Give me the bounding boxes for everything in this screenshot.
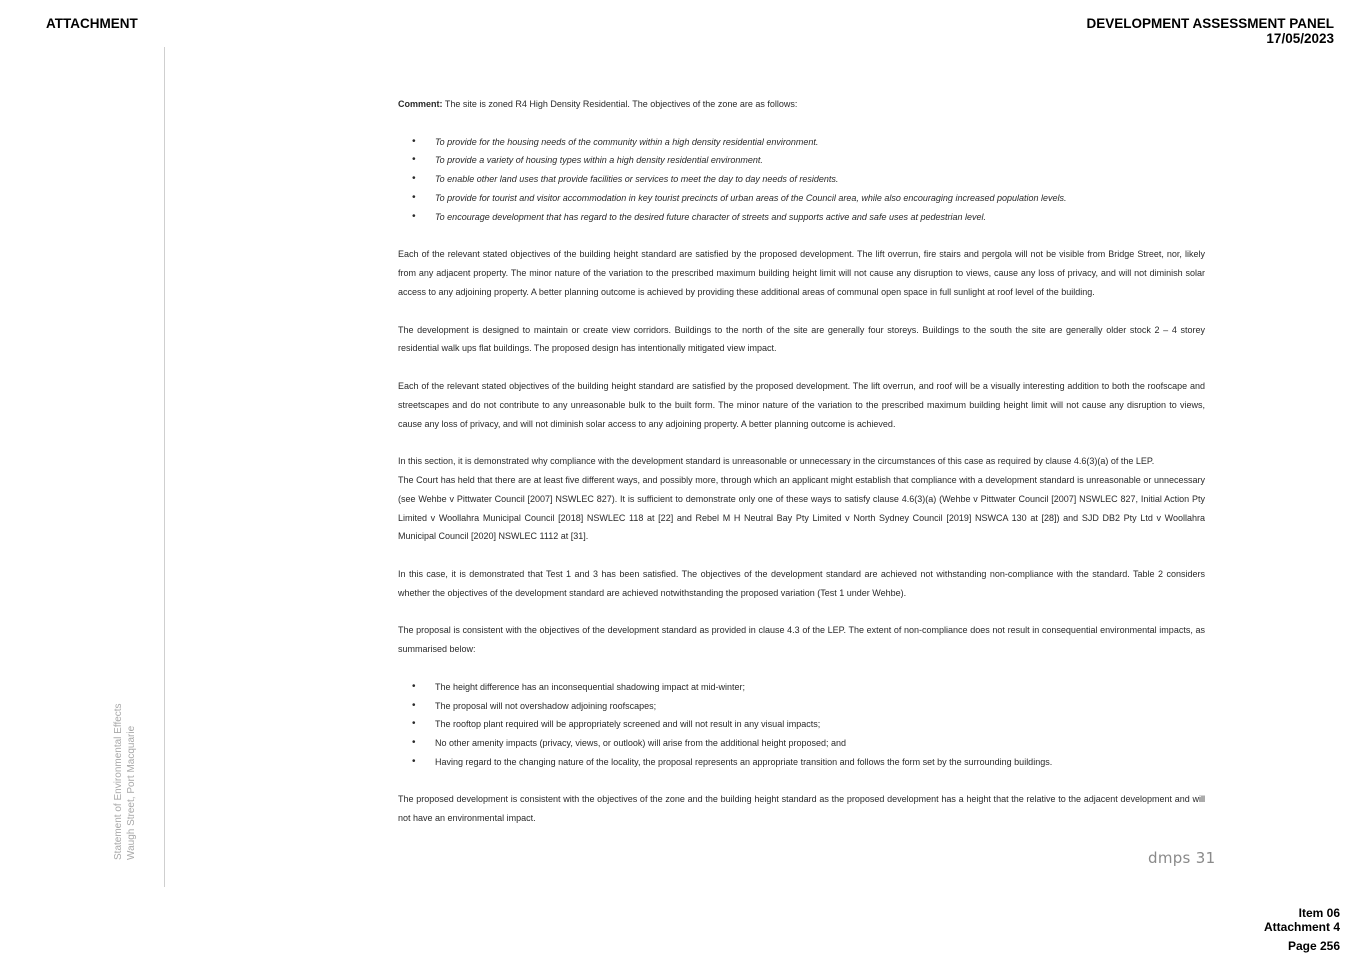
list-item: • To provide for the housing needs of the community within a high density residential environment. (398, 133, 1205, 152)
footer-item: Item 06 (1298, 906, 1340, 920)
list-item: • To enable other land uses that provide facilities or services to meet the day to day needs of residents. (398, 170, 1205, 189)
header-attachment-label: ATTACHMENT (46, 16, 138, 31)
footer-block (1264, 907, 1340, 954)
list-item: • The rooftop plant required will be appropriately screened and will not result in any visual impacts; (398, 715, 1205, 734)
impacts-list (398, 678, 1205, 772)
list-item: • To provide a variety of housing types within a high density residential environment. (398, 151, 1205, 170)
header-panel-title: DEVELOPMENT ASSESSMENT PANEL (1086, 16, 1334, 31)
footer-page-number: Page 256 (1287, 939, 1340, 953)
sidebar-title-line: Statement of Environmental Effects (113, 703, 124, 860)
zone-objectives-list (398, 133, 1205, 227)
paragraph-court-cases: The Court has held that there are at least five different ways, and possibly more, through which an applicant might establish that compliance with a development standard is unreasonable or unnecessary (see Wehbe v Pittwater Council [2007] NSWLEC 827). It is sufficient to demonstrate only one of these ways to satisfy clause 4.6(3)(a) (Wehbe v Pittwater Council [2007] NSWLEC 827, Initial Action Pty Limited v Woollahra Municipal Council [2018] NSWLEC 118 at [22] and Rebel M H Neutral Bay Pty Limited v North Sydney Council [2019] NSWCA 130 at [28]) and SJD DB2 Pty Ltd v Woollahra Municipal Council [2020] NSWLEC 1112 at [31]. (398, 474, 1205, 542)
document-body (398, 95, 1205, 847)
paragraph-view-corridors: The development is designed to maintain or create view corridors. Buildings to the north of the site are generally four storeys. Buildings to the south the site are generally older stock 2 – 4 storey residential walk ups flat buildings. The proposed design has intentionally mitigated view impact. (398, 324, 1205, 354)
sidebar-document-title (112, 660, 138, 860)
list-item: • The proposal will not overshadow adjoining roofscapes; (398, 697, 1205, 716)
list-item: • To provide for tourist and visitor accommodation in key tourist precincts of urban areas of the Council area, while also encouraging increased population levels. (398, 189, 1205, 208)
list-item: • To encourage development that has regard to the desired future character of streets and supports active and safe uses at pedestrian level. (398, 208, 1205, 227)
paragraph-height-objectives: Each of the relevant stated objectives of the building height standard are satisfied by the proposed development. The lift overrun, fire stairs and pergola will not be visible from Bridge Street, nor, likely from any adjacent property. The minor nature of the variation to the prescribed maximum building height limit will not cause any disruption to views, cause any loss of privacy, and will not diminish solar access to any adjoining property. A better planning outcome is achieved by providing these additional areas of communal open space in full sunlight at roof level of the building. (398, 249, 1205, 297)
dmps-logo-page-number: dmps 31 (1148, 849, 1216, 867)
header-panel-date: 17/05/2023 (1266, 31, 1334, 46)
paragraph-roofscape: Each of the relevant stated objectives of the building height standard are satisfied by the proposed development. The lift overrun, and roof will be a visually interesting addition to both the roofscape and streetscapes and do not contribute to any unreasonable bulk to the built form. The minor nature of the variation to the prescribed maximum building height limit will not cause any disruption to views, cause any loss of privacy, and will not diminish solar access to any adjoining property. A better planning outcome is achieved. (398, 380, 1205, 429)
header-panel-block (1086, 16, 1334, 46)
comment-text: The site is zoned R4 High Density Residential. The objectives of the zone are as follows: (442, 99, 798, 109)
comment-label: Comment: (398, 99, 443, 109)
sidebar-address-line: Waugh Street, Port Macquarie (126, 725, 137, 860)
comment-paragraph (398, 95, 1205, 114)
paragraph-test-satisfied: In this case, it is demonstrated that Test 1 and 3 has been satisfied. The objectives of the development standard are achieved not withstanding non-compliance with the standard. Table 2 considers whether the objectives of the development standard are achieved notwithstanding the proposed variation (Test 1 under Wehbe). (398, 568, 1205, 598)
paragraph-consistency: The proposal is consistent with the objectives of the development standard as provided in clause 4.3 of the LEP. The extent of non-compliance does not result in consequential environmental impacts, as summarised below: (398, 625, 1205, 655)
list-item: • No other amenity impacts (privacy, views, or outlook) will arise from the additional height proposed; and (398, 734, 1205, 753)
list-item: • Having regard to the changing nature of the locality, the proposal represents an appropriate transition and follows the form set by the surrounding buildings. (398, 753, 1205, 772)
sidebar-divider (164, 47, 165, 887)
footer-attachment: Attachment 4 (1263, 919, 1340, 934)
paragraph-clause-intro: In this section, it is demonstrated why compliance with the development standard is unreasonable or unnecessary in the circumstances of this case as required by clause 4.6(3)(a) of the LEP. (398, 456, 1155, 467)
list-item: • The height difference has an inconsequential shadowing impact at mid-winter; (398, 678, 1205, 697)
paragraph-conclusion: The proposed development is consistent with the objectives of the zone and the building height standard as the proposed development has a height that the relative to the adjacent development and will not have an environmental impact. (398, 794, 1205, 824)
